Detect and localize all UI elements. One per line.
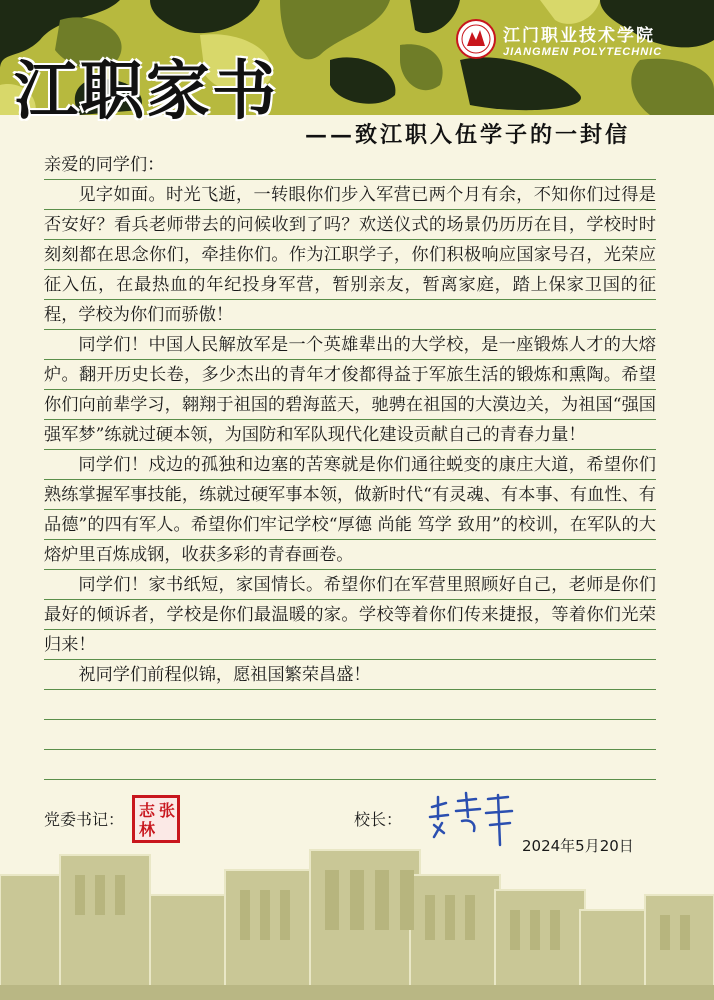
- seal-char: 志: [139, 801, 156, 820]
- president-label: 校长：: [354, 810, 403, 829]
- paragraph: 同学们！家书纸短，家国情长。希望你们在军营里照顾好自己，老师是你们最好的倾诉者，学校是你们最温暖的家。学校等着你们传来捷报，等着你们光荣归来！: [44, 575, 656, 655]
- letter-body: [44, 150, 656, 690]
- paragraph: 同学们！中国人民解放军是一个英雄辈出的大学校，是一座锻炼人才的大熔炉。翻开历史长卷，多少杰出的青年才俊都得益于军旅生活的锻炼和熏陶。希望你们向前辈学习，翱翔于祖国的碧海蓝天，驰骋在祖国的大漠边关，为祖国“强国强军梦”练就过硬本领，为国防和军队现代化建设贡献自己的青春力量！: [44, 335, 656, 445]
- letter-title: 江职家书: [14, 54, 278, 129]
- greeting: 亲爱的同学们：: [44, 155, 165, 175]
- campus-buildings-illustration: [0, 835, 714, 1000]
- school-logo: [455, 18, 662, 60]
- school-name-cn: 江门职业技术学院: [503, 25, 655, 46]
- seal-char: 林: [139, 820, 156, 839]
- party-secretary-label: 党委书记：: [44, 810, 125, 829]
- seal-char: 张: [159, 801, 176, 820]
- letter-date: 2024年5月20日: [522, 837, 634, 855]
- paragraph: 同学们！戍边的孤独和边塞的苦寒就是你们通往蜕变的康庄大道，希望你们熟练掌握军事技能，练就过硬军事本领，做新时代“有灵魂、有本事、有血性、有品德”的四有军人。希望你们牢记学校“厚德 尚能 笃学 致用”的校训，在军队的大熔炉里百炼成钢，收获多彩的青春画卷。: [44, 455, 656, 565]
- school-name-en: JIANGMEN POLYTECHNIC: [503, 45, 663, 58]
- paragraph: 见字如面。时光飞逝，一转眼你们步入军营已两个月有余，不知你们过得是否安好？看兵老师带去的问候收到了吗？欢送仪式的场景仍历历在目，学校时时刻刻都在思念你们，牵挂你们。作为江职学子，你们积极响应国家号召，光荣应征入伍，在最热血的年纪投身军营，暂别亲友，暂离家庭，踏上保家卫国的征程，学校为你们而骄傲！: [44, 185, 656, 325]
- school-emblem-icon: [455, 18, 497, 60]
- letter-subtitle: ——致江职入伍学子的一封信: [305, 122, 631, 148]
- closing-wish: 祝同学们前程似锦，愿祖国繁荣昌盛！: [78, 665, 371, 685]
